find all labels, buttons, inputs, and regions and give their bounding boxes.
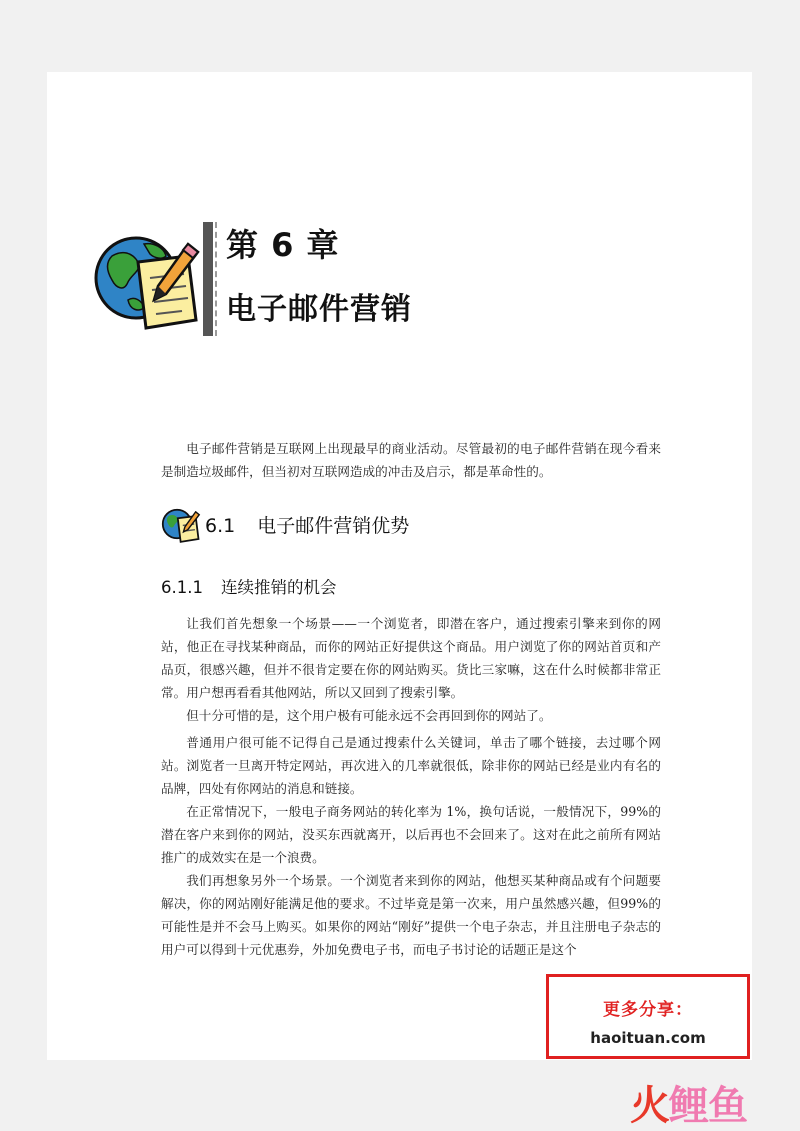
promo-url[interactable]: haoituan.com	[590, 1029, 706, 1047]
body-paragraph: 普通用户很可能不记得自己是通过搜索什么关键词，单击了哪个链接，去过哪个网站。浏览者一旦离开特定网站，再次进入的几率就很低，除非你的网站已经是业内有名的品牌，四处有你网站的消息和链接。	[161, 735, 661, 796]
globe-pencil-icon	[161, 504, 201, 544]
promo-box	[546, 974, 750, 1059]
chapter-number: 第 6 章	[226, 226, 340, 264]
section-number: 6.1	[205, 515, 236, 537]
body-paragraph: 但十分可惜的是，这个用户极有可能永远不会再回到你的网站了。	[186, 708, 552, 723]
globe-pencil-icon	[92, 222, 202, 334]
intro-paragraph: 电子邮件营销是互联网上出现最早的商业活动。尽管最初的电子邮件营销在现今看来是制造垃圾邮件，但当初对互联网造成的冲击及启示，都是革命性的。	[161, 441, 661, 479]
section-title: 电子邮件营销优势	[257, 515, 410, 537]
watermark-part-1: 火	[630, 1083, 669, 1129]
subsection-number: 6.1.1	[161, 578, 203, 597]
chapter-title: 电子邮件营销	[226, 292, 412, 327]
promo-title: 更多分享：	[603, 1000, 693, 1020]
watermark-part-2: 鲤鱼	[669, 1083, 747, 1129]
chapter-divider-bar	[203, 222, 213, 336]
subsection-title: 连续推销的机会	[220, 578, 337, 597]
section-heading	[205, 511, 409, 538]
subsection-heading	[161, 574, 336, 598]
body-paragraph: 让我们首先想象一个场景——一个浏览者，即潜在客户，通过搜索引擎来到你的网站，他正在寻找某种商品，而你的网站正好提供这个商品。用户浏览了你的网站首页和产品页，很感兴趣，但并不很肯定要在你的网站购买。货比三家嘛，这在什么时候都非常正常。用户想再看看其他网站，所以又回到了搜索引擎。	[161, 616, 661, 700]
chapter-divider-dashed	[215, 222, 217, 336]
watermark-logo	[630, 1084, 747, 1128]
body-paragraph: 在正常情况下，一般电子商务网站的转化率为 1%，换句话说，一般情况下，99%的潜在客户来到你的网站，没买东西就离开，以后再也不会回来了。这对在此之前所有网站推广的成效实在是一个浪费。	[161, 804, 661, 865]
body-paragraph: 我们再想象另外一个场景。一个浏览者来到你的网站，他想买某种商品或有个问题要解决，你的网站刚好能满足他的要求。不过毕竟是第一次来，用户虽然感兴趣，但99%的可能性是并不会马上购买。如果你的网站“刚好”提供一个电子杂志，并且注册电子杂志的用户可以得到十元优惠券，外加免费电子书，而电子书讨论的话题正是这个	[161, 873, 661, 957]
